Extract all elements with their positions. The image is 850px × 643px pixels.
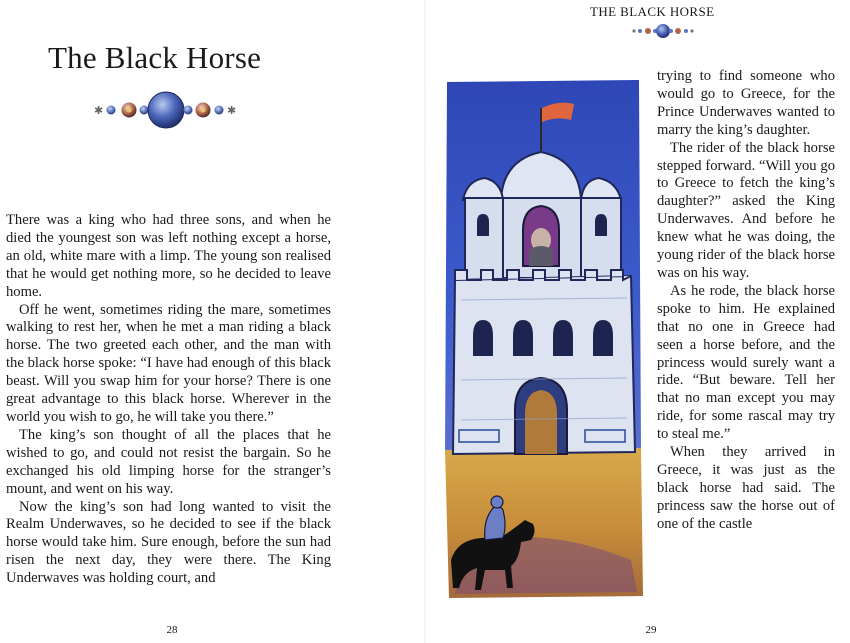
paragraph: When they arrived in Greece, it was just as the black horse had said. The princess saw the horse out of one of the castle [657, 444, 835, 532]
planet-ornament-icon [86, 86, 246, 134]
right-page [425, 0, 850, 643]
page-number: 29 [645, 624, 657, 636]
svg-text:✱: ✱ [94, 104, 104, 117]
running-head: THE BLACK HORSE [590, 4, 715, 19]
paragraph: The king’s son thought of all the places that he wished to go, and could not resist the bargain. So he exchanged his old limping horse for the stranger’s mount, and went on his way. [6, 426, 331, 497]
right-page-text [657, 68, 835, 534]
paragraph: Off he went, sometimes riding the mare, sometimes walking to rest her, when he met a man riding a black horse. The two greeted each other, and the man with the black horse spoke: “I have had enough of this black beast. Will you swap him for your horse? There is one great advantage to this black horse. Wherever in the world you wish to go, he will take you there.” [6, 301, 331, 425]
castle-illustration [441, 80, 644, 598]
paragraph: As he rode, the black horse spoke to him. He explained that no one in Greece had seen a horse before, and the princess would surely want a ride. “But beware. Tell her that no man except you may ride, for some rascal may try to steal me.” [657, 282, 835, 443]
paragraph: The rider of the black horse stepped forward. “Will you go to Greece to fetch the king’s daughter?” asked the King Underwaves. And before he knew what he was doing, the young rider of the black horse was on his way. [657, 139, 835, 281]
svg-text:✱: ✱ [227, 104, 237, 117]
planet-ornament-small-icon [630, 21, 696, 41]
left-page-text [6, 212, 331, 588]
paragraph: trying to find someone who would go to Greece, for the Prince Underwaves wanted to marry the king’s daughter. [657, 68, 835, 138]
page-number: 28 [166, 624, 178, 636]
paragraph: There was a king who had three sons, and when he died the youngest son was left nothing except a horse, an old, white mare with a limp. The young son realised that he would get nothing more, so he decided to leave home. [6, 212, 331, 300]
chapter-title: The Black Horse [48, 40, 262, 75]
paragraph: Now the king’s son had long wanted to visit the Realm Underwaves, so he decided to see if the black horse would take him. Sure enough, before the sun had risen the next day, they were there. The King Underwaves was holding court, and [6, 498, 331, 587]
